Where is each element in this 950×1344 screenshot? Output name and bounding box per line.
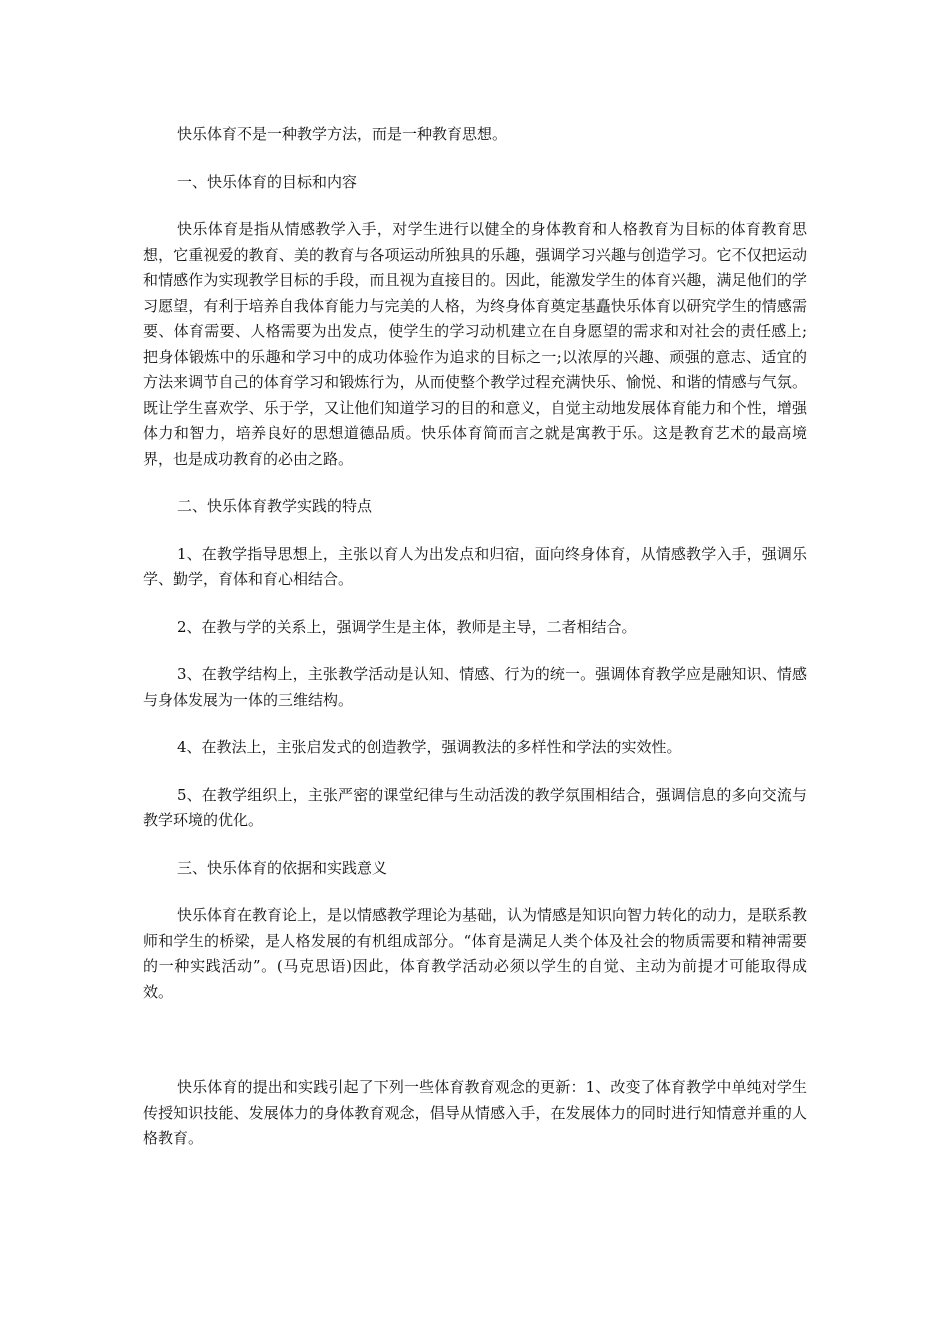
section2-item-1: 1、在教学指导思想上，主张以育人为出发点和归宿，面向终身体育，从情感教学入手，强调乐学、勤学，育体和育心相结合。: [143, 544, 807, 588]
section2-item-3: 3、在教学结构上，主张教学活动是认知、情感、行为的统一。强调体育教学应是融知识、情感与身体发展为一体的三维结构。: [143, 665, 807, 709]
section2-item-5: 5、在教学组织上，主张严密的课堂纪律与生动活泼的教学氛围相结合，强调信息的多向交流与教学环境的优化。: [143, 785, 807, 829]
closing-paragraph: 快乐体育的提出和实践引起了下列一些体育教育观念的更新：1、改变了体育教学中单纯对学生传授知识技能、发展体力的身体教育观念，倡导从情感入手，在发展体力的同时进行知情意并重的人格教育。: [143, 1078, 807, 1147]
paragraph-gap: [143, 1027, 807, 1075]
section2-item-2: 2、在教与学的关系上，强调学生是主体，教师是主导，二者相结合。: [177, 617, 637, 636]
intro-paragraph: 快乐体育不是一种教学方法，而是一种教育思想。: [177, 125, 508, 143]
section2-heading: 二、快乐体育教学实践的特点: [177, 497, 373, 515]
document-content: [143, 122, 807, 1174]
section3-paragraph: 快乐体育在教育论上，是以情感教学理论为基础，认为情感是知识向智力转化的动力，是联系教师和学生的桥梁，是人格发展的有机组成部分。“体育是满足人类个体及社会的物质需要和精神需要的一种实践活动”。(马克思语)因此，体育教学活动必须以学生的自觉、主动为前提才可能取得成效。: [143, 906, 808, 1001]
section1-paragraph: 快乐体育是指从情感教学入手，对学生进行以健全的身体教育和人格教育为目标的体育教育思想，它重视爱的教育、美的教育与各项运动所独具的乐趣，强调学习兴趣与创造学习。它不仅把运动和情感作为实现教学目标的手段，而且视为直接目的。因此，能激发学生的体育兴趣，满足他们的学习愿望，有利于培养自我体育能力与完美的人格，为终身体育奠定基矗快乐体育以研究学生的情感需要、体育需要、人格需要为出发点，使学生的学习动机建立在自身愿望的需求和对社会的责任感上;把身体锻炼中的乐趣和学习中的成功体验作为追求的目标之一;以浓厚的兴趣、顽强的意志、适宜的方法来调节自己的体育学习和锻炼行为，从而使整个教学过程充满快乐、愉悦、和谐的情感与气氛。既让学生喜欢学、乐于学，又让他们知道学习的目的和意义，自觉主动地发展体育能力和个性，增强体力和智力，培养良好的思想道德品质。快乐体育简而言之就是寓教于乐。这是教育艺术的最高境界，也是成功教育的必由之路。: [143, 220, 807, 468]
section3-heading: 三、快乐体育的依据和实践意义: [177, 858, 388, 877]
section1-heading: 一、快乐体育的目标和内容: [177, 172, 358, 191]
section2-item-4: 4、在教法上，主张启发式的创造教学，强调教法的多样性和学法的实效性。: [177, 738, 682, 756]
